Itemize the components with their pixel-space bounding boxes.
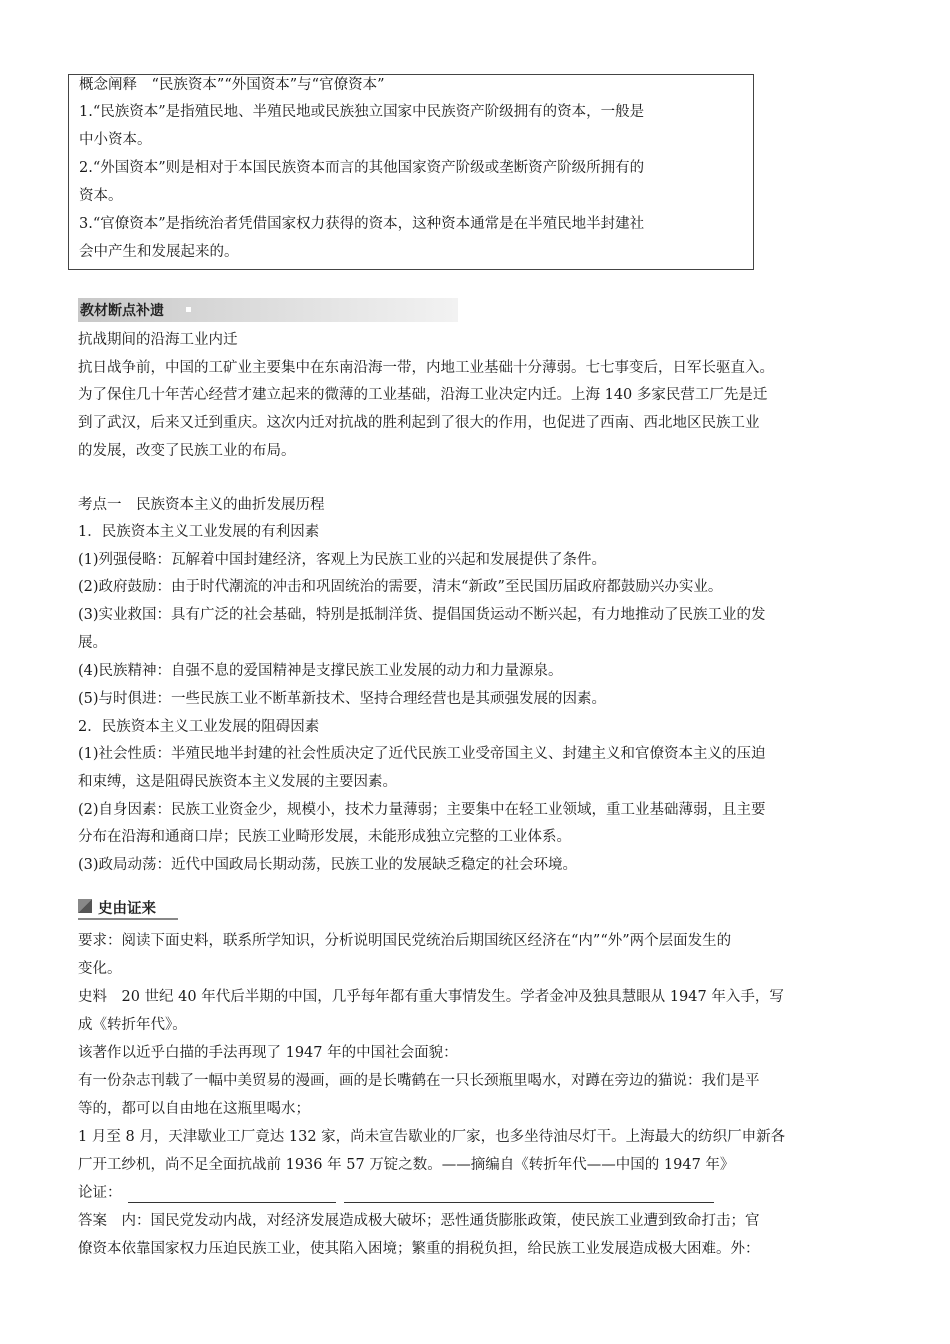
evidence-line: 等的，都可以自由地在这瓶里喝水；: [78, 1101, 310, 1117]
kaodian-line: (5)与时俱进：一些民族工业不断革新技术、坚持合理经营也是其顽强发展的因素。: [78, 691, 607, 707]
kaodian-line: (4)民族精神：自强不息的爱国精神是支撑民族工业发展的动力和力量源泉。: [78, 663, 563, 679]
concept-line: 3.“官僚资本”是指统治者凭借国家权力获得的资本，这种资本通常是在半殖民地半封建社: [79, 216, 645, 232]
supplement-title: 抗战期间的沿海工业内迁: [78, 332, 238, 348]
concept-line: 1.“民族资本”是指殖民地、半殖民地或民族独立国家中民族资产阶级拥有的资本，一般是: [79, 104, 645, 120]
kaodian-line: (2)自身因素：民族工业资金少，规模小，技术力量薄弱；主要集中在轻工业领域，重工业基础薄弱，且主要: [78, 802, 766, 818]
kaodian-line: (1)社会性质：半殖民地半封建的社会性质决定了近代民族工业受帝国主义、封建主义和官僚资本主义的压迫: [78, 746, 766, 762]
supplement-line: 到了武汉，后来又迁到重庆。这次内迁对抗战的胜利起到了很大的作用，也促进了西南、西北地区民族工业: [78, 415, 760, 431]
lunzheng-row: [78, 1183, 714, 1203]
kaodian-line: 展。: [78, 635, 107, 651]
lunzheng-label: 论证：: [78, 1185, 122, 1201]
concept-line: 中小资本。: [79, 132, 152, 148]
evidence-line: 厂开工纱机，尚不足全面抗战前 1936 年 57 万锭之数。——摘编自《转折年代——中国的 1947 年》: [78, 1157, 735, 1173]
evidence-line: 有一份杂志刊载了一幅中美贸易的漫画，画的是长嘴鹤在一只长颈瓶里喝水，对蹲在旁边的猫说：我们是平: [78, 1073, 760, 1089]
evidence-line: 成《转折年代》。: [78, 1017, 187, 1033]
answer-line: 答案 内：国民党发动内战，对经济发展造成极大破坏；恶性通货膨胀政策，使民族工业遭到致命打击；官: [78, 1213, 760, 1229]
answer-line: 僚资本依靠国家权力压迫民族工业，使其陷入困境；繁重的捐税负担，给民族工业发展造成极大困难。外：: [78, 1241, 760, 1257]
supplement-line: 抗日战争前，中国的工矿业主要集中在东南沿海一带，内地工业基础十分薄弱。七七事变后，日军长驱直入。: [78, 360, 774, 376]
evidence-line: 要求：阅读下面史料，联系所学知识，分析说明国民党统治后期国统区经济在“内”“外”两个层面发生的: [78, 933, 732, 949]
evidence-line: 该著作以近乎白描的手法再现了 1947 年的中国社会面貌：: [78, 1045, 458, 1061]
evidence-line: 1 月至 8 月，天津歇业工厂竟达 132 家，尚未宣告歇业的厂家，也多坐待油尽灯干。上海最大的纺织厂申新各: [78, 1129, 786, 1145]
square-marker-icon: [186, 307, 191, 312]
supplement-heading-bar: [78, 298, 458, 322]
concept-box: [68, 74, 754, 270]
kaodian-line: (3)实业救国：具有广泛的社会基础，特别是抵制洋货、提倡国货运动不断兴起，有力地推动了民族工业的发: [78, 607, 766, 623]
evidence-heading: 史由证来: [98, 901, 156, 917]
concept-title: 概念阐释 “民族资本”“外国资本”与“官僚资本”: [79, 77, 385, 93]
supplement-line: 的发展，改变了民族工业的布局。: [78, 443, 296, 459]
section-marker-icon: [78, 899, 92, 913]
supplement-line: 为了保住几十年苦心经营才建立起来的微薄的工业基础，沿海工业决定内迁。上海 140 多家民营工厂先是迁: [78, 387, 768, 403]
kaodian-line: (3)政局动荡：近代中国政局长期动荡，民族工业的发展缺乏稳定的社会环境。: [78, 857, 578, 873]
answer-blank-2[interactable]: [344, 1188, 714, 1203]
kaodian-title: 考点一 民族资本主义的曲折发展历程: [78, 497, 325, 513]
evidence-heading-bar: [78, 896, 178, 920]
kaodian-line: 1．民族资本主义工业发展的有利因素: [78, 524, 320, 540]
kaodian-line: (2)政府鼓励：由于时代潮流的冲击和巩固统治的需要，清末“新政”至民国历届政府都鼓励兴办实业。: [78, 579, 723, 595]
kaodian-line: (1)列强侵略：瓦解着中国封建经济，客观上为民族工业的兴起和发展提供了条件。: [78, 552, 607, 568]
kaodian-line: 分布在沿海和通商口岸；民族工业畸形发展，未能形成独立完整的工业体系。: [78, 829, 571, 845]
evidence-line: 变化。: [78, 961, 122, 977]
evidence-line: 史料 20 世纪 40 年代后半期的中国，几乎每年都有重大事情发生。学者金冲及独具慧眼从 1947 年入手，写: [78, 989, 784, 1005]
answer-blank-1[interactable]: [128, 1188, 336, 1203]
concept-line: 2.“外国资本”则是相对于本国民族资本而言的其他国家资产阶级或垄断资产阶级所拥有的: [79, 160, 645, 176]
kaodian-line: 和束缚，这是阻碍民族资本主义发展的主要因素。: [78, 774, 397, 790]
supplement-heading: 教材断点补遗: [80, 303, 164, 319]
concept-line: 资本。: [79, 188, 123, 204]
concept-line: 会中产生和发展起来的。: [79, 244, 239, 260]
kaodian-line: 2．民族资本主义工业发展的阻碍因素: [78, 719, 320, 735]
